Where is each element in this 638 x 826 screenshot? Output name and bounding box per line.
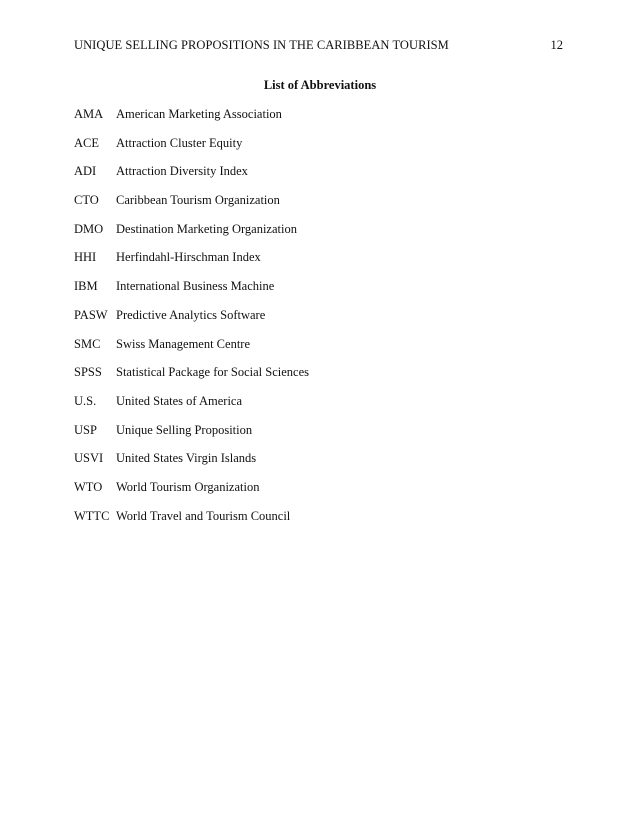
abbreviation-meaning: Unique Selling Proposition [116,422,253,437]
abbreviation-code: IBM [74,279,98,294]
abbreviation-code: AMA [74,107,104,121]
abbreviation-code: ADI [74,164,97,179]
abbreviation-row [74,249,574,278]
abbreviation-meaning: United States of America [116,393,243,408]
abbreviation-code: U.S. [74,393,97,408]
page-number: 12 [550,38,563,52]
abbreviation-row [74,336,574,365]
abbreviation-code: WTTC [74,508,110,523]
page-title: List of Abbreviations [263,78,377,92]
abbreviation-meaning: Swiss Management Centre [116,336,251,351]
abbreviation-row [74,221,574,250]
abbreviation-code: PASW [74,307,108,322]
abbreviation-meaning: Statistical Package for Social Sciences [116,365,309,380]
abbreviation-meaning: International Business Machine [116,279,275,294]
abbreviation-code: USVI [74,451,104,466]
abbreviation-meaning: Destination Marketing Organization [116,221,297,236]
abbreviation-row [74,106,574,135]
abbreviation-list [74,106,574,536]
abbreviation-row [74,192,574,221]
abbreviation-row [74,393,574,422]
abbreviation-row [74,450,574,479]
abbreviation-code: ACE [74,135,99,150]
abbreviation-code: WTO [74,479,103,494]
running-head: UNIQUE SELLING PROPOSITIONS IN THE CARIBBEAN TOURISM [74,38,449,52]
abbreviation-row [74,508,574,537]
abbreviation-meaning: World Travel and Tourism Council [116,508,291,523]
abbreviation-code: DMO [74,221,104,236]
abbreviation-row [74,307,574,336]
abbreviation-row [74,364,574,393]
abbreviation-row [74,135,574,164]
abbreviation-code: USP [74,422,97,437]
abbreviation-row [74,278,574,307]
abbreviation-meaning: Attraction Cluster Equity [116,135,243,150]
abbreviation-meaning: Herfindahl-Hirschman Index [116,250,261,265]
abbreviation-meaning: Attraction Diversity Index [116,164,248,179]
abbreviation-row [74,422,574,451]
abbreviation-meaning: World Tourism Organization [116,479,260,494]
abbreviation-code: SPSS [74,365,102,380]
abbreviation-meaning: American Marketing Association [116,107,282,121]
abbreviation-row [74,163,574,192]
abbreviation-code: CTO [74,193,99,208]
abbreviation-meaning: United States Virgin Islands [116,451,257,466]
abbreviation-code: HHI [74,250,97,265]
abbreviation-meaning: Predictive Analytics Software [116,307,266,322]
abbreviation-code: SMC [74,336,101,351]
abbreviation-row [74,479,574,508]
abbreviation-meaning: Caribbean Tourism Organization [116,193,280,208]
